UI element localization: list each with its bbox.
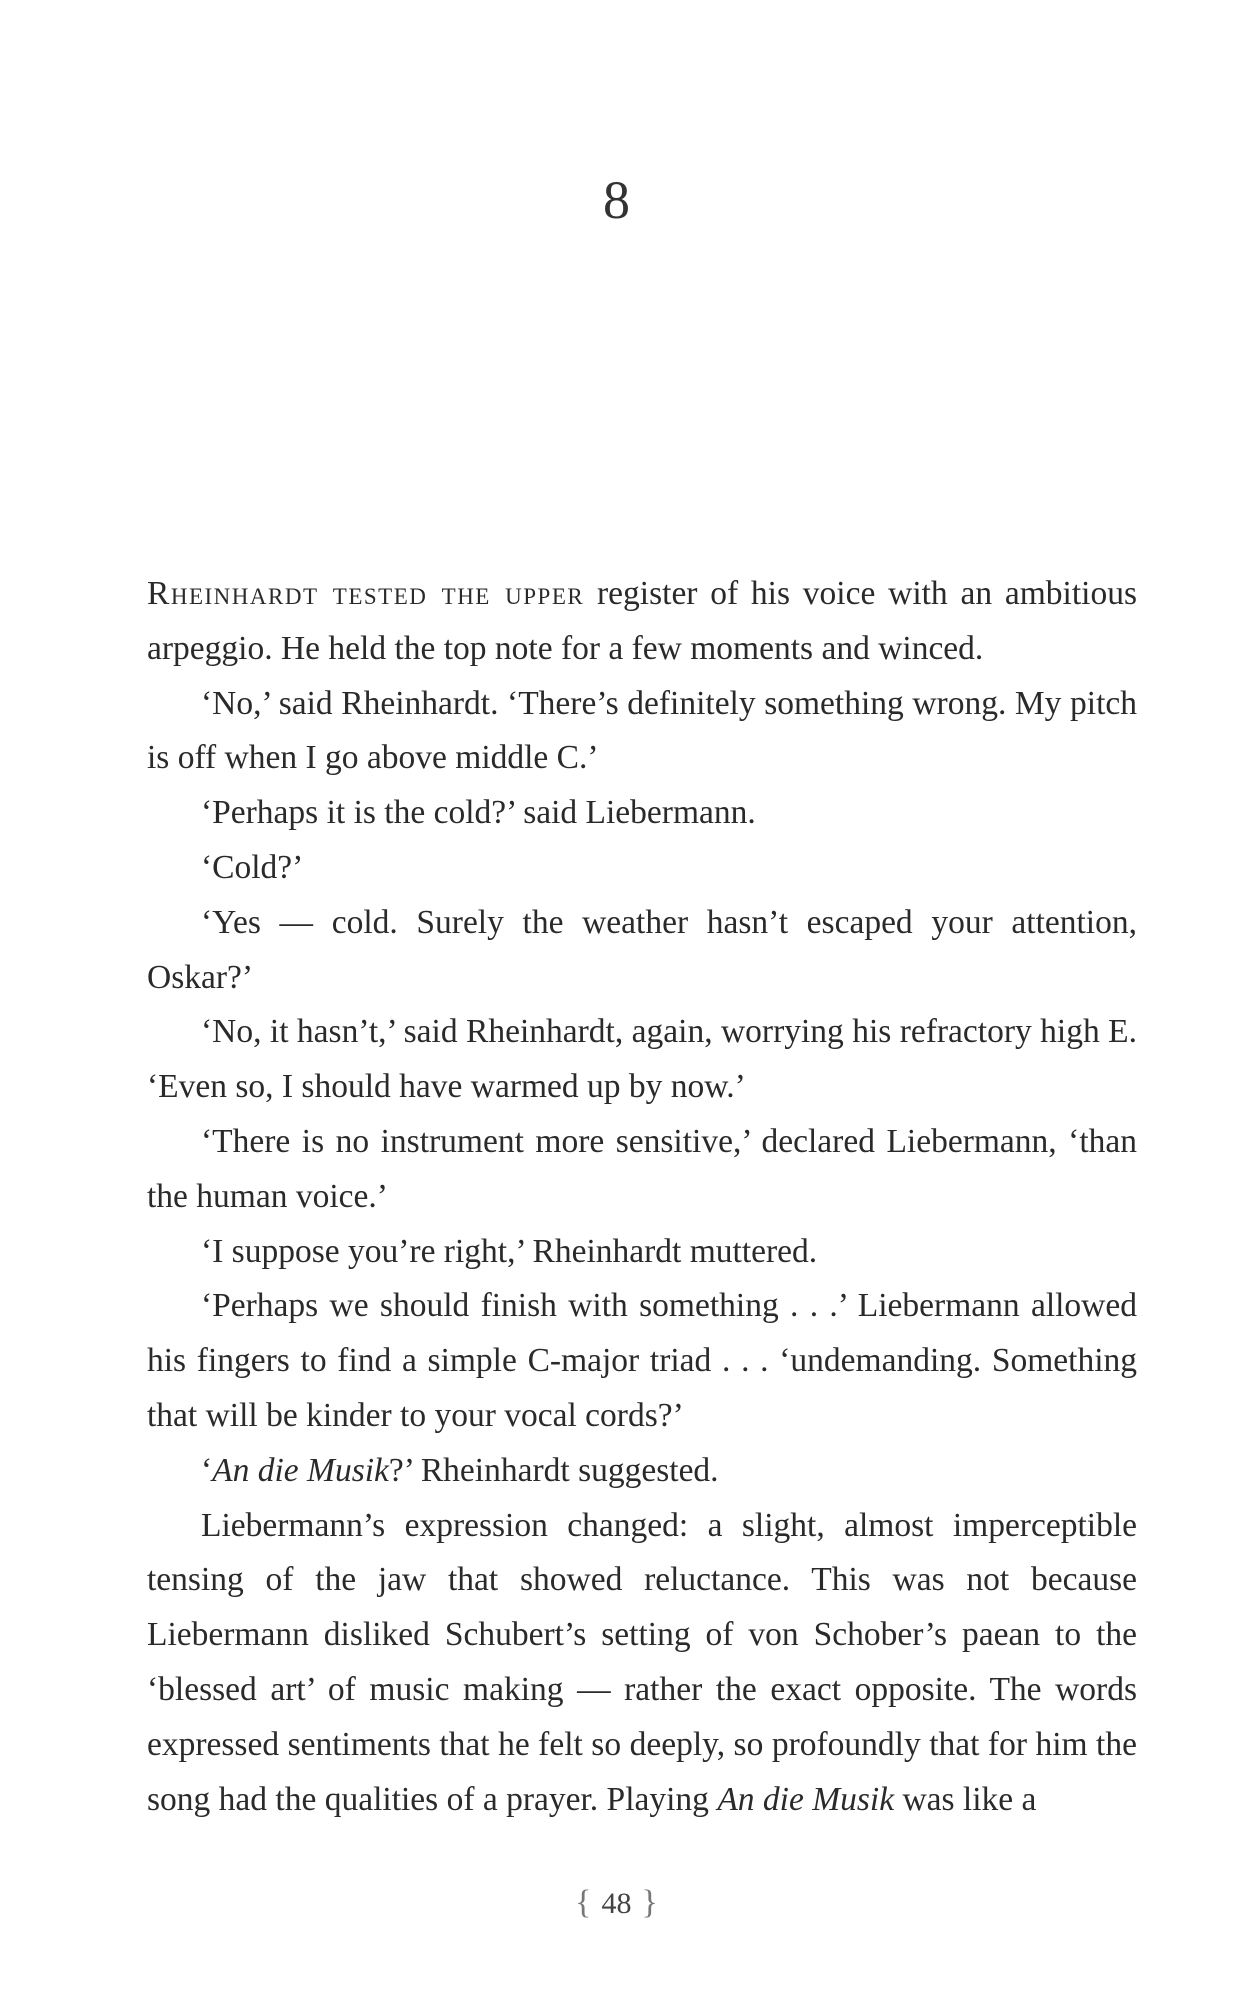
paragraph: ‘Perhaps we should finish with something . . .’ Liebermann allowed his fingers to find a simple C-major triad . . . ‘undemanding. Something that will be kinder to your vocal cords?’	[147, 1287, 1137, 1434]
paragraph: ‘No,’ said Rheinhardt. ‘There’s definitely something wrong. My pitch is off when I go above middle C.’	[147, 684, 1137, 777]
brace-close: }	[641, 1884, 658, 1921]
paragraph-text: ?’ Rheinhardt suggested.	[388, 1451, 719, 1489]
chapter-number: 8	[603, 170, 630, 230]
paragraph: ‘I suppose you’re right,’ Rheinhardt muttered.	[201, 1232, 818, 1270]
paragraph-text: ‘	[201, 1451, 213, 1489]
paragraph	[147, 1499, 1137, 1828]
paragraph-text: Liebermann’s expression changed: a slight, almost imperceptible tensing of the jaw that showed reluctance. This was not because Liebermann disliked Schubert’s setting of von Schober’s paean to the ‘blessed art’ of music making — rather the exact opposite. The words expressed sentiments that he felt so deeply, so profoundly that for him the song had the qualities of a prayer. Playing	[147, 1506, 1137, 1818]
paragraph: ‘There is no instrument more sensitive,’ declared Liebermann, ‘than the human voice.’	[147, 1122, 1137, 1215]
paragraph: ‘Yes — cold. Surely the weather hasn’t escaped your attention, Oskar?’	[147, 903, 1137, 996]
page-number: 48	[601, 1887, 632, 1920]
page-number-footer	[0, 1883, 1233, 1924]
paragraph-text: register of his voice with an ambitious arpeggio. He held the top note for a few moments and winced.	[147, 575, 1137, 667]
paragraph-text: was like a	[894, 1780, 1037, 1818]
paragraph: ‘No, it hasn’t,’ said Rheinhardt, again, worrying his refractory high E. ‘Even so, I should have warmed up by now.’	[147, 1013, 1137, 1106]
paragraph	[147, 567, 1137, 677]
paragraph: ‘Cold?’	[201, 848, 304, 886]
brace-open: {	[575, 1884, 592, 1921]
paragraph	[147, 1444, 1137, 1499]
body-text	[147, 567, 1137, 1827]
song-title: An die Musik	[212, 1451, 389, 1489]
song-title: An die Musik	[717, 1780, 895, 1818]
paragraph: ‘Perhaps it is the cold?’ said Liebermann.	[201, 794, 756, 832]
opening-small-caps: Rheinhardt tested the upper	[147, 575, 585, 612]
